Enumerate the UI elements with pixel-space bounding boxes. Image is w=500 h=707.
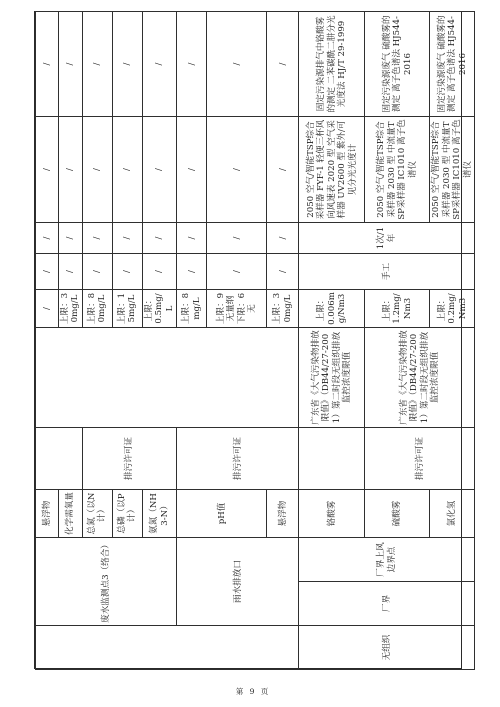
frequency-cell: / bbox=[207, 223, 267, 254]
instrument-cell: / bbox=[36, 117, 59, 223]
pollutant-cell: 氨氮（NH3-N） bbox=[142, 490, 176, 538]
limit-cell: 上限：8mg/L bbox=[177, 290, 207, 328]
table-row bbox=[36, 12, 59, 670]
pollutant-cell: 总磷（以P计） bbox=[112, 490, 142, 538]
limit-cell: / bbox=[36, 290, 59, 328]
limit-cell: 上限：0.2mg/Nm3 bbox=[430, 290, 475, 328]
instrument-cell: 2050 空气/智能TSP综合采样器 2030 型 中流量TSP采样器 IC1010 离子色谱仪 bbox=[430, 117, 475, 223]
analysis-method-cell: 固定污染源废气 硫酸雾的测定 离子色谱法 HJ544-2016 bbox=[430, 12, 475, 117]
method-cell: / bbox=[177, 254, 207, 290]
pollutant-cell: 总氮（以N计） bbox=[82, 490, 112, 538]
analysis-method-cell: / bbox=[267, 12, 299, 117]
instrument-cell: / bbox=[177, 117, 207, 223]
method-cell: / bbox=[207, 254, 267, 290]
standard-name-cell: 广东省《大气污染物排放限值》（DB44/27-2001）第二时段无组织排放监控浓度限值 bbox=[299, 328, 365, 428]
monitoring-plan-table bbox=[35, 11, 475, 670]
frequency-cell: / bbox=[82, 223, 112, 254]
instrument-cell: / bbox=[82, 117, 112, 223]
standard-source-cell bbox=[299, 428, 365, 490]
limit-cell: 上限：1.2mg/Nm3 bbox=[365, 290, 430, 328]
frequency-cell: 1次/1年 bbox=[299, 223, 475, 254]
analysis-method-cell: 固定污染源废气 硫酸雾的测定 离子色谱法 HJ544-2016 bbox=[365, 12, 430, 117]
pollutant-cell: 氯化氢 bbox=[430, 490, 475, 538]
standard-source-cell: 排污许可证 bbox=[177, 428, 299, 490]
analysis-method-cell: / bbox=[59, 12, 83, 117]
analysis-method-cell: / bbox=[36, 12, 59, 117]
instrument-cell: / bbox=[142, 117, 176, 223]
instrument-cell: / bbox=[207, 117, 267, 223]
analysis-method-cell: / bbox=[207, 12, 267, 117]
limit-cell: 上限：15mg/L bbox=[112, 290, 142, 328]
limit-cell: 上限：0.006mg/Nm3 bbox=[299, 290, 365, 328]
limit-cell: 上限：30mg/L bbox=[267, 290, 299, 328]
frequency-cell: / bbox=[112, 223, 142, 254]
pollutant-cell: 化学需氧量 bbox=[59, 490, 83, 538]
instrument-cell: / bbox=[112, 117, 142, 223]
method-cell: / bbox=[267, 254, 299, 290]
method-cell: 手工 bbox=[299, 254, 475, 290]
pollutant-cell: 悬浮物 bbox=[267, 490, 299, 538]
analysis-method-cell: / bbox=[177, 12, 207, 117]
standard-name-cell bbox=[36, 328, 299, 428]
method-cell: / bbox=[112, 254, 142, 290]
monitoring-table-sheet bbox=[34, 11, 473, 669]
frequency-cell: / bbox=[177, 223, 207, 254]
pollutant-cell: pH值 bbox=[177, 490, 267, 538]
category-cell bbox=[36, 626, 299, 670]
limit-cell: 上限：0.5mg/L bbox=[142, 290, 176, 328]
instrument-cell: / bbox=[267, 117, 299, 223]
pollutant-cell: 悬浮物 bbox=[36, 490, 59, 538]
frequency-cell: / bbox=[142, 223, 176, 254]
method-cell: / bbox=[59, 254, 83, 290]
monitoring-point-cell: 废水监测点3（络合） bbox=[36, 538, 177, 626]
limit-cell: 上限：80mg/L bbox=[82, 290, 112, 328]
analysis-method-cell: 固定污染源排气中铬酸雾的测定 二苯碳酰二肼分光光度法 HJ/T 29-1999 bbox=[299, 12, 365, 117]
standard-source-cell: 排污许可证 bbox=[365, 428, 475, 490]
page-number: 第 9 页 bbox=[235, 687, 271, 696]
method-cell: / bbox=[142, 254, 176, 290]
limit-cell: 上限：30mg/L bbox=[59, 290, 83, 328]
pollutant-cell: 铬酸雾 bbox=[299, 490, 365, 538]
monitoring-point-cell: 雨水排放口 bbox=[177, 538, 299, 626]
analysis-method-cell: / bbox=[142, 12, 176, 117]
standard-source-cell bbox=[36, 428, 83, 490]
limit-cell: 上限：9 无量纲 下限：6 无 bbox=[207, 290, 267, 328]
monitoring-point-cell: 厂界 bbox=[299, 582, 475, 626]
pollutant-cell: 硫酸雾 bbox=[365, 490, 430, 538]
monitoring-subpoint-cell: 厂界上风边界点 bbox=[299, 538, 475, 582]
instrument-cell: 2050 空气/智能TSP综合采样器 FYF-1 轻便三杯风向风速表 2020 型 空气采样器 UV2600 型 紫外/可见分光光度计 bbox=[299, 117, 365, 223]
analysis-method-cell: / bbox=[82, 12, 112, 117]
instrument-cell: 2050 空气/智能TSP综合采样器 2030 型 中流量TSP采样器 IC1010 离子色谱仪 bbox=[365, 117, 430, 223]
frequency-cell: / bbox=[267, 223, 299, 254]
method-cell: / bbox=[82, 254, 112, 290]
standard-name-cell: 广东省《大气污染物排放限值》（DB44/27-2001）第二时段无组织排放监控浓度限值 bbox=[365, 328, 475, 428]
category-cell: 无组织 bbox=[299, 626, 475, 670]
standard-source-cell: 排污许可证 bbox=[82, 428, 176, 490]
frequency-cell: / bbox=[36, 223, 59, 254]
table-row bbox=[299, 12, 365, 670]
rotated-table-wrapper bbox=[35, 12, 473, 670]
method-cell: / bbox=[36, 254, 59, 290]
frequency-cell: / bbox=[59, 223, 83, 254]
analysis-method-cell: / bbox=[112, 12, 142, 117]
instrument-cell: / bbox=[59, 117, 83, 223]
